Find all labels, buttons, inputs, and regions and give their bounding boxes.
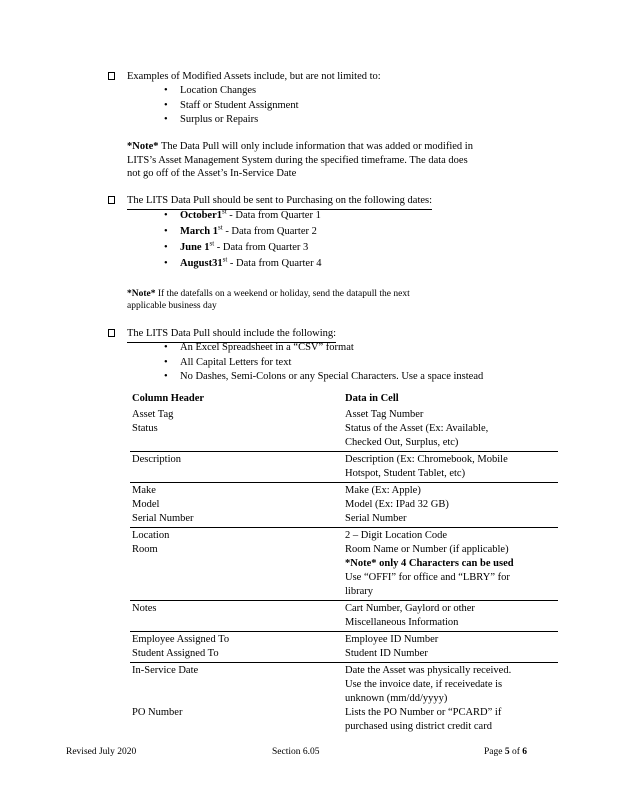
- cell-text: purchased using district credit card: [345, 721, 492, 732]
- section-heading: The LITS Data Pull should include the following:: [127, 327, 336, 343]
- date-desc: - Data from Quarter 4: [229, 258, 322, 269]
- list-item: [164, 225, 321, 241]
- date-desc: - Data from Quarter 3: [216, 242, 309, 253]
- checkbox-square-icon: [108, 196, 115, 204]
- list-item: • An Excel Spreadsheet in a “CSV” format: [164, 341, 483, 356]
- cell-text: Status of the Asset (Ex: Available,: [345, 423, 489, 434]
- section-heading: Examples of Modified Assets include, but are not limited to:: [127, 71, 381, 82]
- list-item: [164, 257, 321, 273]
- cell-text: Location: [132, 530, 170, 541]
- cell-text: Employee Assigned To: [132, 634, 230, 645]
- table-row: [130, 601, 558, 632]
- note-block: [127, 140, 567, 181]
- data-in-cell-label: Data in Cell: [345, 393, 399, 404]
- cell-text: Use the invoice date, if receivedate is: [345, 679, 503, 690]
- cell-text: In-Service Date: [132, 665, 199, 676]
- cell-text: Room: [132, 544, 158, 555]
- section-heading: The LITS Data Pull should be sent to Purchasing on the following dates:: [127, 194, 432, 210]
- cell-text: library: [345, 586, 373, 597]
- cell-text: Employee ID Number: [345, 634, 439, 645]
- cell-text: Asset Tag Number: [345, 409, 424, 420]
- list-item: • All Capital Letters for text: [164, 356, 483, 371]
- cell-text: Serial Number: [132, 513, 194, 524]
- cell-text: Model: [132, 499, 160, 510]
- table-row: [130, 483, 558, 528]
- note-label: *Note*: [127, 141, 159, 152]
- page-label: Page: [484, 747, 503, 757]
- date-suffix: st: [209, 239, 215, 248]
- list-item: • Location Changes: [164, 84, 299, 99]
- footer-page-number: [484, 746, 527, 758]
- checkbox-square-icon: [108, 72, 115, 80]
- table-row: [130, 528, 558, 601]
- cell-text: 2 – Digit Location Code: [345, 530, 448, 541]
- cell-text: Status: [132, 423, 158, 434]
- date-label: October1: [180, 210, 222, 221]
- footer-section: Section 6.05: [272, 747, 320, 757]
- note-text: not go off of the Asset’s In-Service Date: [127, 168, 297, 180]
- list-item: • Surplus or Repairs: [164, 113, 299, 128]
- note-text: The Data Pull will only include information that was added or modified in: [160, 141, 473, 152]
- cell-text: Student Assigned To: [132, 648, 219, 659]
- cell-text: Description: [132, 454, 181, 465]
- date-label: March 1: [180, 226, 219, 237]
- cell-text: Date the Asset was physically received.: [345, 665, 512, 676]
- list-item: • No Dashes, Semi-Colons or any Special Characters. Use a space instead: [164, 370, 483, 385]
- modified-assets-list: [164, 84, 299, 128]
- column-header-label: Column Header: [132, 393, 205, 404]
- cell-text: Lists the PO Number or “PCARD” if: [345, 707, 502, 718]
- list-item: • Staff or Student Assignment: [164, 99, 299, 114]
- page-of: of: [511, 747, 520, 757]
- cell-text: Make (Ex: Apple): [345, 485, 421, 496]
- cell-text: Use “OFFI” for office and “LBRY” for: [345, 572, 510, 583]
- cell-text: Student ID Number: [345, 648, 428, 659]
- cell-text: PO Number: [132, 707, 183, 718]
- date-desc: - Data from Quarter 2: [225, 226, 317, 237]
- page-total: 6: [522, 747, 528, 757]
- cell-text: Serial Number: [345, 513, 407, 524]
- cell-text: [132, 678, 345, 692]
- dates-list: [164, 209, 321, 273]
- date-desc: - Data from Quarter 1: [229, 210, 321, 221]
- footer-revised: Revised July 2020: [66, 747, 137, 757]
- column-data-table: [130, 391, 558, 735]
- cell-text: Cart Number, Gaylord or other: [345, 603, 475, 614]
- list-item: [164, 209, 321, 225]
- page-current: 5: [504, 747, 510, 757]
- cell-text: Make: [132, 485, 156, 496]
- date-suffix: st: [222, 255, 228, 264]
- note-text: applicable business day: [127, 301, 217, 312]
- table-row: [130, 407, 558, 452]
- table-row: [130, 452, 558, 483]
- note-label: *Note*: [127, 289, 156, 299]
- list-item: [164, 241, 321, 257]
- date-suffix: st: [222, 207, 227, 216]
- table-row: [130, 632, 558, 663]
- cell-text: Checked Out, Surplus, etc): [345, 437, 459, 448]
- table-row: [130, 663, 558, 735]
- cell-text: [132, 692, 345, 706]
- cell-text: Hotspot, Student Tablet, etc): [345, 468, 466, 479]
- table-header-row: [130, 391, 558, 407]
- checkbox-square-icon: [108, 329, 115, 337]
- cell-text: Miscellaneous Information: [345, 617, 459, 628]
- cell-text: *Note* only 4 Characters can be used: [345, 558, 514, 569]
- note-text: If the datefalls on a weekend or holiday, send the datapull the next: [157, 289, 410, 299]
- cell-text: Model (Ex: IPad 32 GB): [345, 499, 449, 510]
- date-suffix: st: [218, 223, 223, 232]
- date-label: June 1: [180, 242, 210, 253]
- cell-text: unknown (mm/dd/yyyy): [345, 693, 448, 704]
- note-block: [127, 288, 567, 313]
- cell-text: Room Name or Number (if applicable): [345, 544, 509, 555]
- date-label: August31: [180, 258, 223, 269]
- cell-text: Asset Tag: [132, 409, 174, 420]
- note-text: LITS’s Asset Management System during the specified timeframe. The data does: [127, 154, 468, 166]
- cell-text: Description (Ex: Chromebook, Mobile: [345, 454, 508, 465]
- cell-text: Notes: [132, 603, 157, 614]
- format-list: [164, 341, 483, 385]
